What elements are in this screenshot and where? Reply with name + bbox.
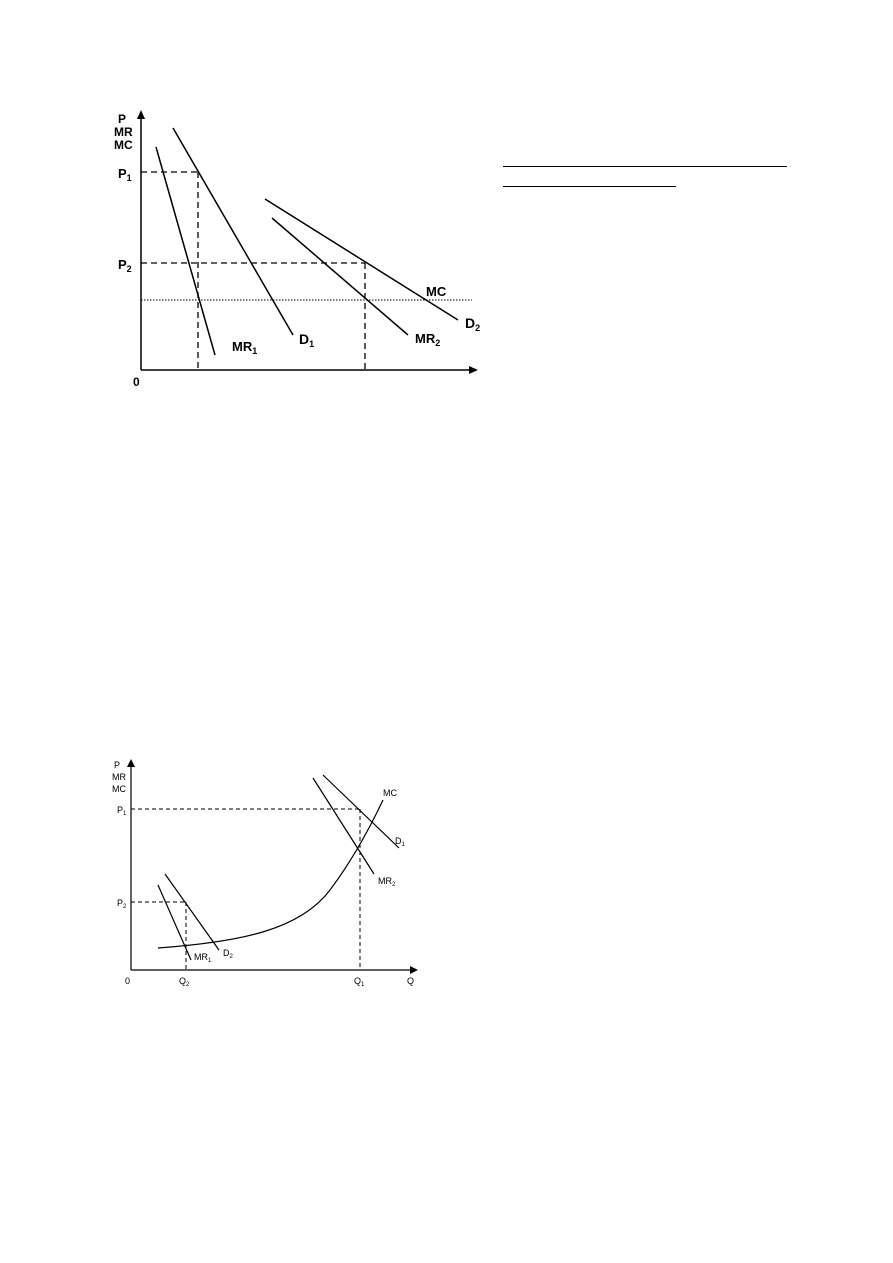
diagram-1-mc-label: MC: [426, 284, 447, 299]
diagram-2-mr2-line: [313, 778, 374, 874]
diagram-2-x-axis-label: Q: [407, 976, 415, 986]
diagram-2-y-arrow: [127, 759, 135, 767]
diagram-2-mr1-label: $MR_1$: [194, 952, 212, 964]
diagram-2-d1-label: $D_1$: [395, 836, 405, 848]
diagram-2-mr1-line: [158, 885, 191, 960]
diagram-1-p2-label: $P_2$: [118, 257, 132, 274]
diagram-2-x-arrow: [410, 966, 418, 974]
diagram-1-y-axis-label: P MR MC: [114, 112, 133, 152]
diagram-1-p1-label: $P_1$: [118, 166, 132, 183]
diagram-2-origin-label: 0: [125, 976, 131, 986]
diagram-2-mc-label: MC: [383, 788, 397, 798]
diagram-2-d2-label: $D_2$: [223, 948, 233, 960]
diagram-2-q1-label: $Q_1$: [354, 976, 365, 988]
answer-line-1[interactable]: [503, 166, 787, 167]
diagram-2-d2-line: [165, 874, 219, 950]
diagram-2-mc-curve: [158, 800, 383, 948]
diagram-2-y-axis-label: P MR MC: [112, 760, 126, 794]
diagram-1-mr1-label: $MR_1$: [232, 339, 258, 356]
answer-line-2[interactable]: [503, 186, 676, 187]
diagram-2-q2-label: $Q_2$: [179, 976, 190, 988]
diagram-2-p2-label: $P_2$: [117, 898, 127, 910]
diagram-1-mr2-label: $MR_2$: [415, 331, 441, 348]
diagram-1-d2-label: $D_2$: [465, 315, 481, 333]
diagram-2-axes: [127, 759, 418, 974]
diagram-1-origin-label: 0: [133, 375, 140, 389]
diagram-1-d1-label: $D_1$: [299, 331, 315, 349]
diagram-2-p1-label: $P_1$: [117, 805, 127, 817]
diagram-2-mr2-label: $MR_2$: [378, 876, 396, 888]
